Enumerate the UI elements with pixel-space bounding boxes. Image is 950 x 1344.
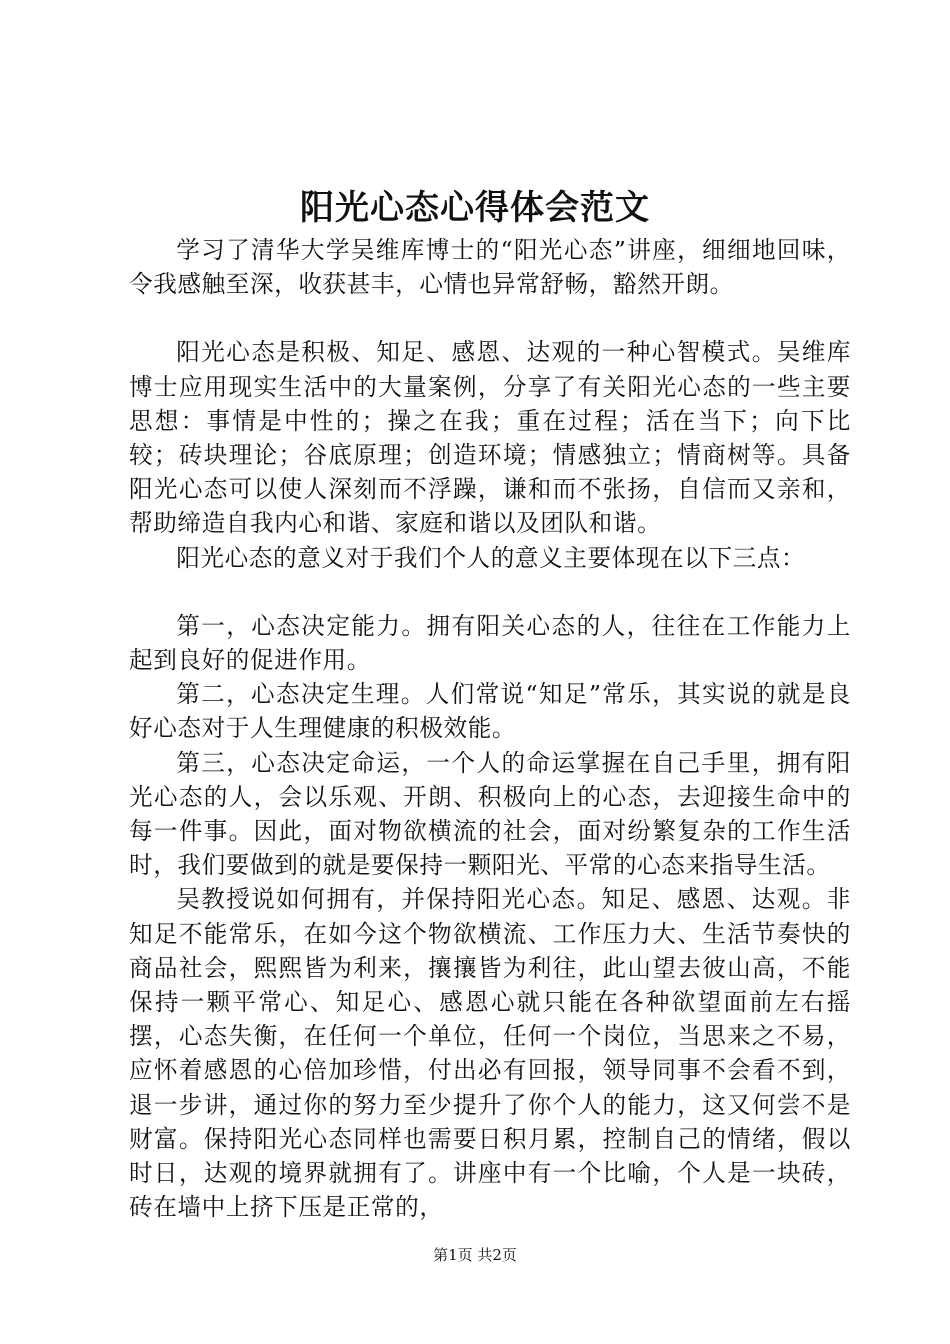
document-body (129, 233, 851, 1224)
paragraph-meaning-heading: 阳光心态的意义对于我们个人的意义主要体现在以下三点： (176, 543, 806, 572)
paragraph-definition: 阳光心态是积极、知足、感恩、达观的一种心智模式。吴维库博士应用现实生活中的大量案例，分享了有关阳光心态的一些主要思想：事情是中性的；操之在我；重在过程；活在当下；向下比较；砖块理论；谷底原理；创造环境；情感独立；情商树等。具备阳光心态可以使人深刻而不浮躁，谦和而不张扬，自信而又亲和，帮助缔造自我内心和谐、家庭和谐以及团队和谐。 (129, 338, 851, 538)
paragraph-how-to: 吴教授说如何拥有，并保持阳光心态。知足、感恩、达观。非知足不能常乐，在如今这个物欲横流、工作压力大、生活节奏快的商品社会，熙熙皆为利来，攘攘皆为利往，此山望去彼山高，不能保持一颗平常心、知足心、感恩心就只能在各种欲望面前左右摇摆，心态失衡，在任何一个单位，任何一个岗位，当思来之不易，应怀着感恩的心倍加珍惜，付出必有回报，领导同事不会看不到，退一步讲，通过你的努力至少提升了你个人的能力，这又何尝不是财富。保持阳光心态同样也需要日积月累，控制自己的情绪，假以时日，达观的境界就拥有了。讲座中有一个比喻，个人是一块砖，砖在墙中上挤下压是正常的， (129, 885, 851, 1222)
paragraph-point-two: 第二，心态决定生理。人们常说“知足”常乐，其实说的就是良好心态对于人生理健康的积极效能。 (129, 680, 851, 743)
paragraph-gap (129, 575, 851, 609)
paragraph-point-three: 第三，心态决定命运，一个人的命运掌握在自己手里，拥有阳光心态的人，会以乐观、开朗、积极向上的心态，去迎接生命中的每一件事。因此，面对物欲横流的社会，面对纷繁复杂的工作生活时，我们要做到的就是要保持一颗阳光、平常的心态来指导生活。 (129, 748, 851, 880)
page-footer: 第1页 共2页 (433, 1246, 517, 1264)
paragraph-point-one: 第一，心态决定能力。拥有阳关心态的人，往往在工作能力上起到良好的促进作用。 (129, 611, 851, 675)
document-title: 阳光心态心得体会范文 (300, 188, 650, 228)
paragraph-intro: 学习了清华大学吴维库博士的“阳光心态”讲座，细细地回味，令我感触至深，收获甚丰，心情也异常舒畅，豁然开朗。 (129, 236, 851, 299)
paragraph-gap (129, 301, 851, 335)
